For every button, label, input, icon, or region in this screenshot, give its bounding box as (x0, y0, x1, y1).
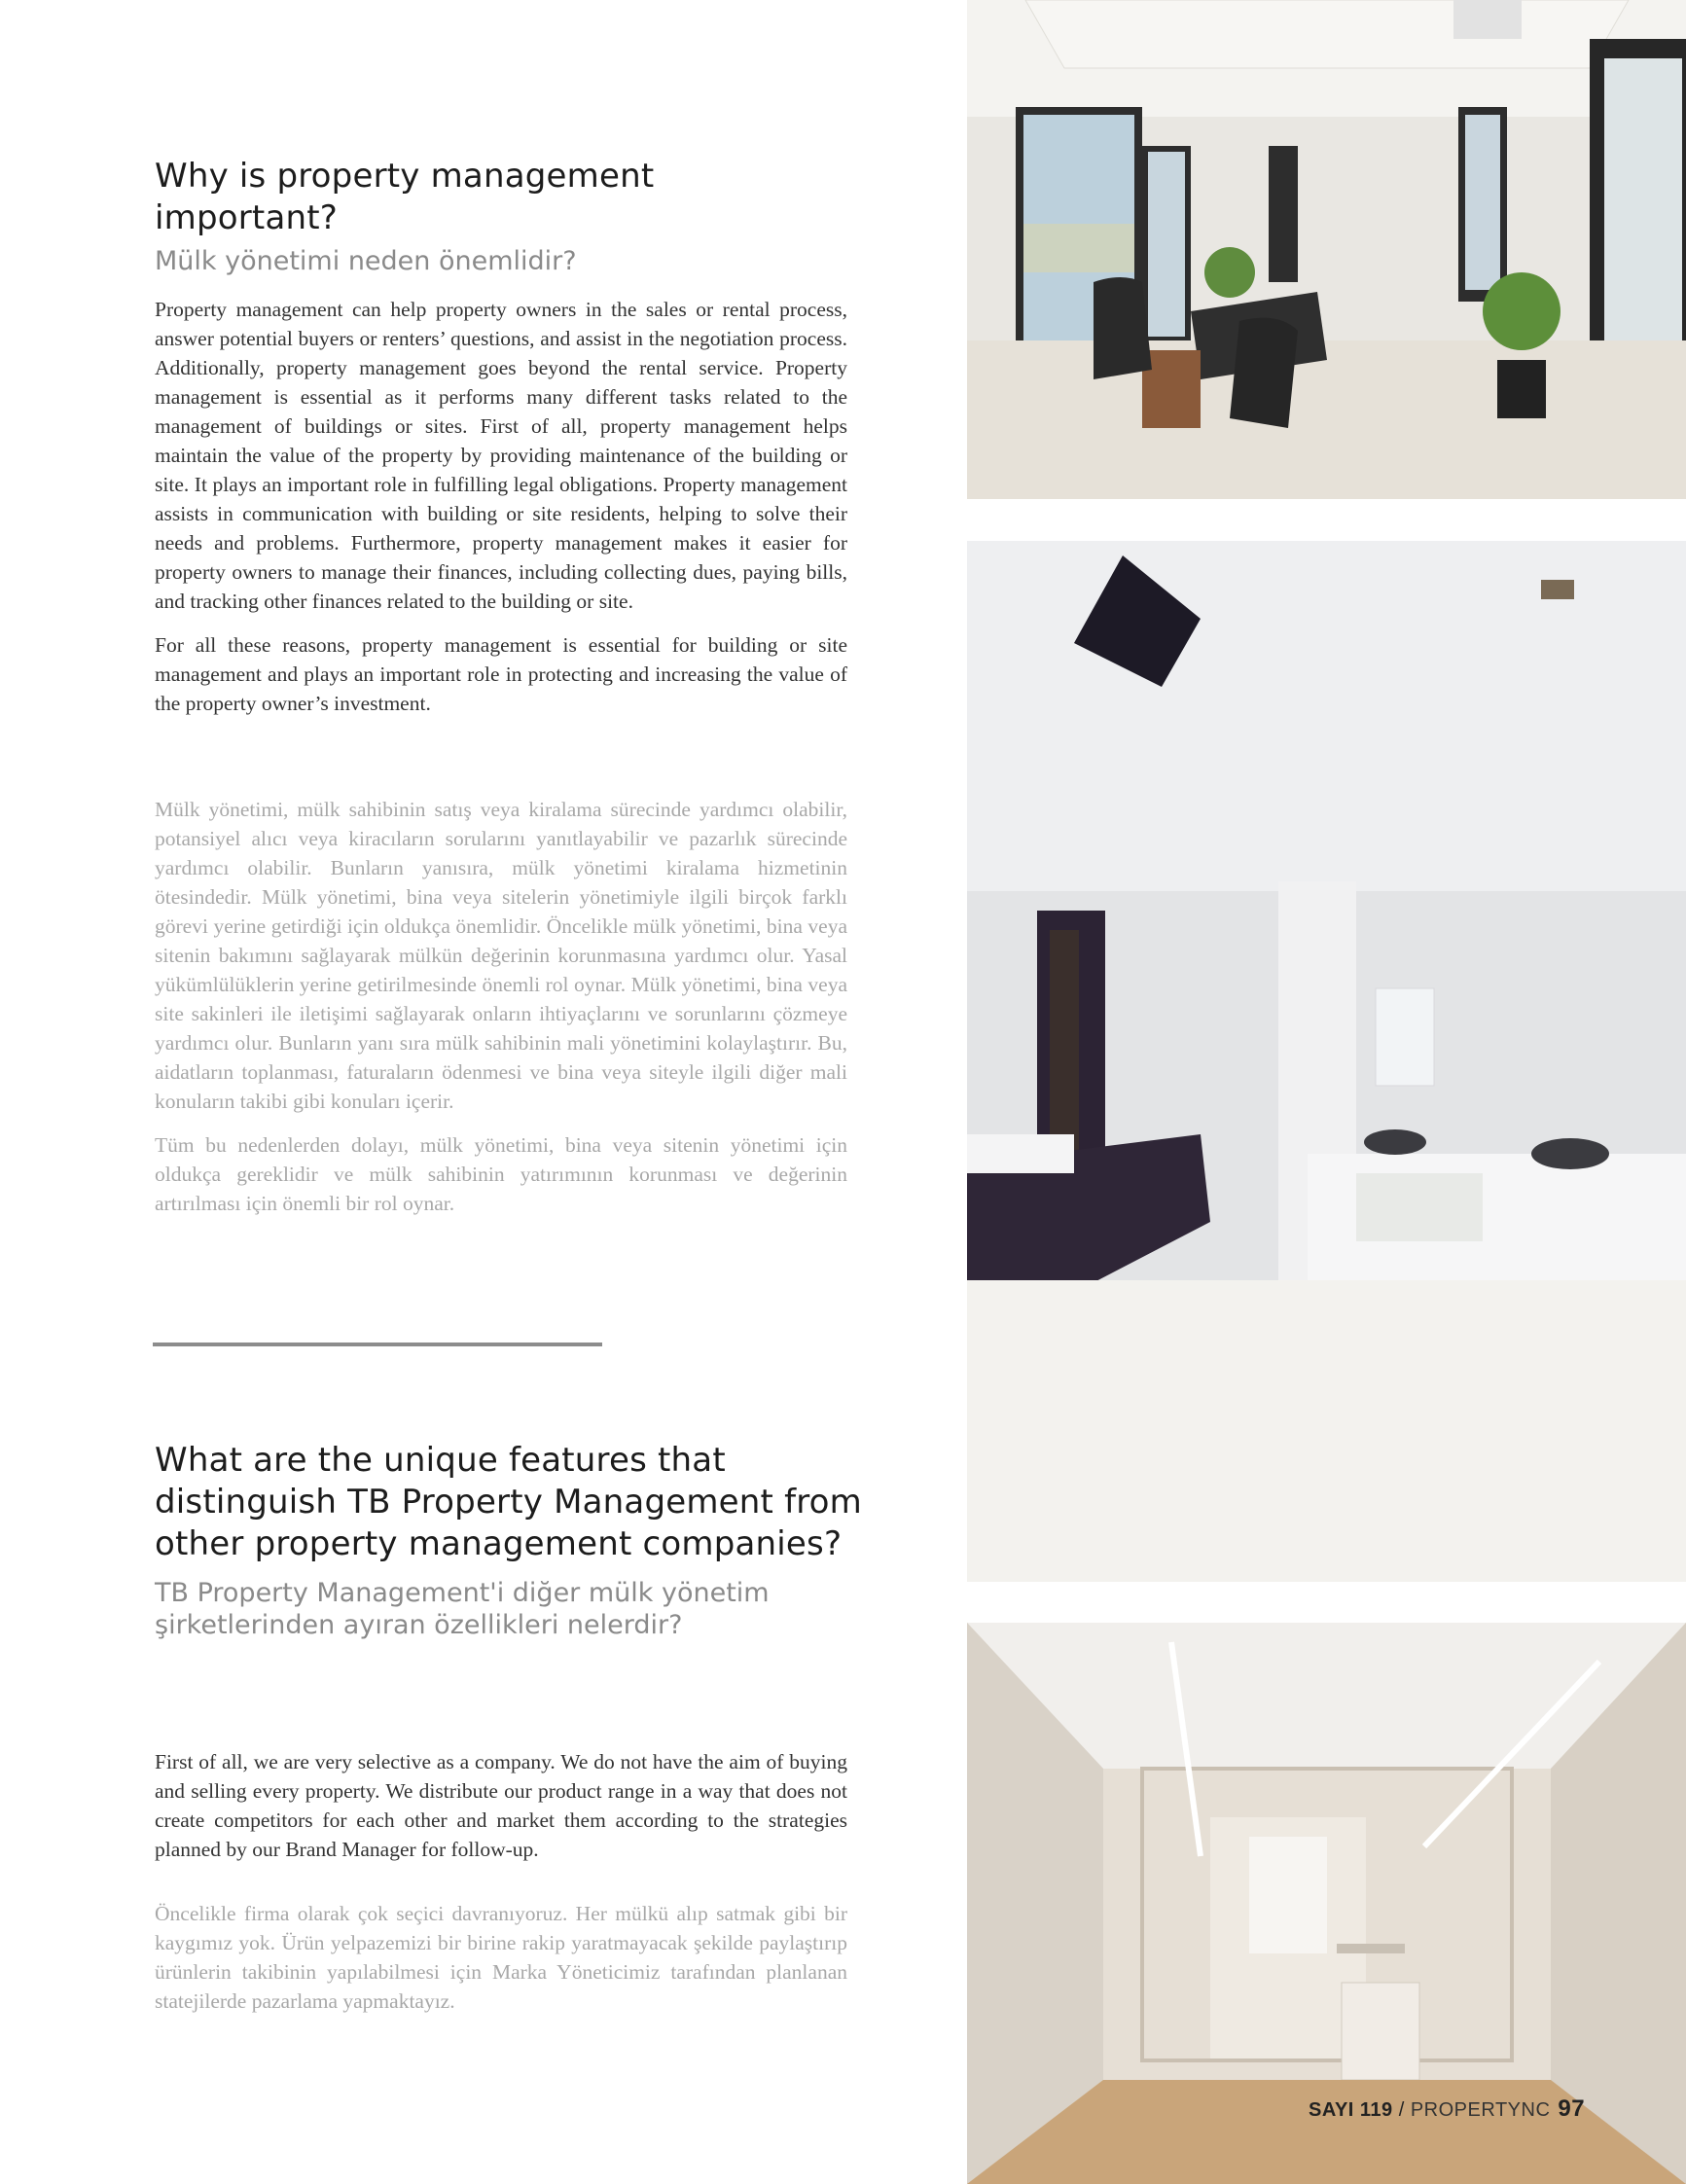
section1-body-en (155, 295, 847, 718)
heading-unique-features: What are the unique features that distinguish TB Property Management from other property management companies? (155, 1441, 862, 1563)
paragraph-en-2: For all these reasons, property management is essential for building or site management and plays an important role in protecting and increasing the value of the property owner’s investment. (155, 633, 847, 715)
section2-body-tr (155, 1899, 847, 2016)
paragraph-en-3: First of all, we are very selective as a company. We do not have the aim of buying and selling every property. We distribute our product range in a way that does not create competitors for each other and market them according to the strategies planned by our Brand Manager for follow-up. (155, 1750, 847, 1861)
bathroom-photo (967, 541, 1686, 1582)
heading-why-important: Why is property management important? (155, 157, 655, 237)
folio-separator: / (1392, 2099, 1411, 2121)
section-property-management (155, 156, 847, 277)
subheading-why-important-tr: Mülk yönetimi neden önemlidir? (155, 246, 577, 276)
subheading-unique-features-tr: TB Property Management'i diğer mülk yönetim şirketlerinden ayıran özellikleri nelerdir? (155, 1578, 770, 1640)
issue-number: SAYI 119 (1309, 2099, 1393, 2121)
page-number: 97 (1558, 2095, 1586, 2122)
paragraph-en-1: Property management can help property owners in the sales or rental process, answer potential buyers or renters’ questions, and assist in the negotiation process. Additionally, property management goes beyond the rental service. Property management is essential as it performs many different tasks related to the management of buildings or sites. First of all, property management helps maintain the value of the property by providing maintenance of the building or site. It plays an important role in fulfilling legal obligations. Property management assists in communication with building or site residents, helping to solve their needs and problems. Furthermore, property management makes it easier for property owners to manage their finances, including collecting dues, paying bills, and tracking other finances related to the building or site. (155, 298, 847, 613)
paragraph-tr-3: Öncelikle firma olarak çok seçici davranıyoruz. Her mülkü alıp satmak gibi bir kaygımız yok. Ürün yelpazemizi bir birine rakip yaratmayacak şekilde paylaştırıp ürünlerin takibinin yapılabilmesi için Marka Yöneticimiz tarafından planlanan statejilerde pazarlama yapmaktayız. (155, 1902, 847, 2013)
publication-name: PROPERTYNC (1410, 2099, 1551, 2121)
paragraph-tr-1: Mülk yönetimi, mülk sahibinin satış veya kiralama sürecinde yardımcı olabilir, potansiyel alıcı veya kiracıların sorularını yanıtlayabilir ve pazarlık sürecinde yardımcı olabilir. Bunların yanısıra, mülk yönetimi kiralama hizmetinin ötesindedir. Mülk yönetimi, bina veya sitelerin yönetimiyle ilgili birçok farklı görevi yerine getirdiği için oldukça önemlidir. Öncelikle mülk yönetimi, bina veya sitenin bakımını sağlayarak mülkün değerinin korunmasına yardımcı olur. Yasal yükümlülüklerin yerine getirilmesinde önemli rol oynar. Mülk yönetimi, bina veya site sakinleri ile iletişimi sağlayarak onların ihtiyaçlarını ve sorunlarını çözmeye yardımcı olur. Bunların yanı sıra mülk sahibinin mali yönetimini kolaylaştırır. Bu, aidatların toplanması, faturaların ödenmesi ve bina veya siteyle ilgili diğer mali konuların takibi gibi konuları içerir. (155, 798, 847, 1113)
section-divider (153, 1343, 602, 1346)
page-folio (1309, 2095, 1585, 2123)
section-unique-features (155, 1440, 875, 1641)
section1-body-tr (155, 795, 847, 1218)
section2-body-en (155, 1747, 847, 1864)
paragraph-tr-2: Tüm bu nedenlerden dolayı, mülk yönetimi, bina veya sitenin yönetimi için oldukça gereklidir ve mülk sahibinin yatırımının korunması ve değerinin artırılması için önemli bir rol oynar. (155, 1133, 847, 1215)
office-photo (967, 0, 1686, 499)
